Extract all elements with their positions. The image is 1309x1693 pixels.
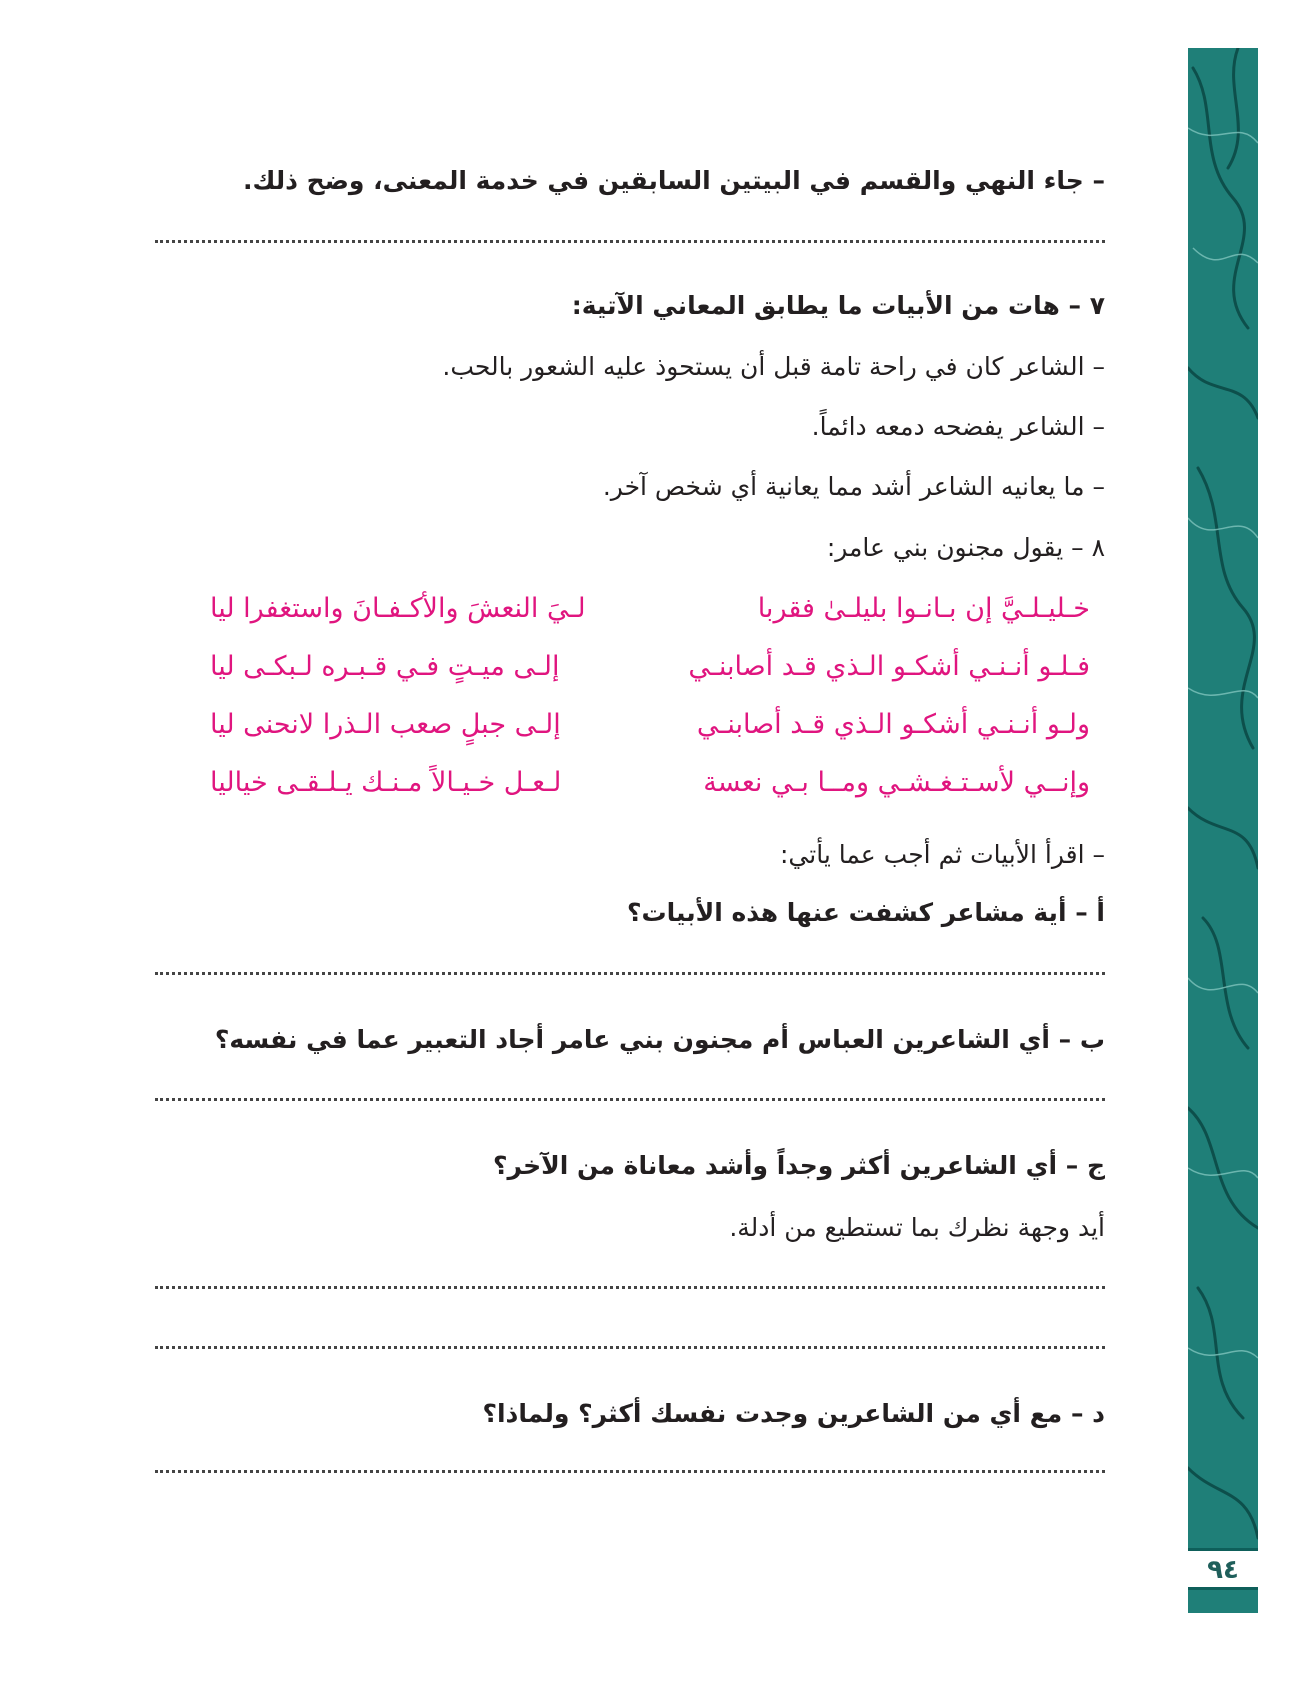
decorative-side-band <box>1188 48 1258 1613</box>
q7-item-1: – الشاعر كان في راحة تامة قبل أن يستحوذ عليه الشعور بالحب. <box>442 352 1105 381</box>
band-pattern-icon <box>1188 48 1258 1613</box>
q8-question-a: أ – أية مشاعر كشفت عنها هذه الأبيات؟ <box>627 898 1105 927</box>
q8-read-instruction: – اقرأ الأبيات ثم أجب عما يأتي: <box>780 840 1105 869</box>
q8-question-c: ج – أي الشاعرين أكثر وجداً وأشد معاناة من الآخر؟ <box>493 1151 1105 1180</box>
poem-verse <box>210 709 1090 749</box>
answer-line[interactable] <box>155 1342 1105 1349</box>
q8-question-c-note: أيد وجهة نظرك بما تستطيع من أدلة. <box>729 1213 1105 1242</box>
q7-item-3: – ما يعانيه الشاعر أشد مما يعانية أي شخص آخر. <box>602 472 1105 501</box>
poem-first-hemistich: خـليـلـيَّ إن بـانـوا بليلـىٰ فقربا <box>757 593 1090 624</box>
poem-verse <box>210 593 1090 633</box>
q7-item-2: – الشاعر يفضحه دمعه دائماً. <box>811 412 1105 441</box>
poem-second-hemistich: إلـى ميـتٍ فـي قـبـره لـبكـى ليا <box>210 651 560 682</box>
poem-first-hemistich: فـلـو أنـنـي أشكـو الـذي قـد أصابنـي <box>688 651 1090 682</box>
answer-line[interactable] <box>155 1094 1105 1101</box>
q8-question-b: ب – أي الشاعرين العباس أم مجنون بني عامر أجاد التعبير عما في نفسه؟ <box>214 1025 1105 1054</box>
poem-first-hemistich: ولـو أنـنـي أشكـو الـذي قـد أصابنـي <box>696 709 1090 740</box>
answer-line[interactable] <box>155 1282 1105 1289</box>
poem-second-hemistich: إلـى جبلٍ صعب الـذرا لانحنى ليا <box>210 709 561 740</box>
answer-line[interactable] <box>155 236 1105 243</box>
page-number-box <box>1188 1548 1258 1590</box>
answer-line[interactable] <box>155 1466 1105 1473</box>
poem-verse <box>210 767 1090 807</box>
poem-verse <box>210 651 1090 691</box>
poem-second-hemistich: لـعـل خـيـالاً مـنـك يـلـقـى خياليا <box>210 767 562 798</box>
q8-question-d: د – مع أي من الشاعرين وجدت نفسك أكثر؟ ولماذا؟ <box>482 1399 1105 1428</box>
q6-instruction: – جاء النهي والقسم في البيتين السابقين في خدمة المعنى، وضح ذلك. <box>242 166 1105 195</box>
poem-first-hemistich: وإنــي لأسـتـغـشـي ومــا بـي نعسة <box>703 767 1090 798</box>
poem-second-hemistich: لـيَ النعشَ والأكـفـانَ واستغفرا ليا <box>210 593 586 624</box>
q7-heading: ٧ – هات من الأبيات ما يطابق المعاني الآتية: <box>571 291 1105 320</box>
answer-line[interactable] <box>155 968 1105 975</box>
q8-intro: ٨ – يقول مجنون بني عامر: <box>826 533 1105 562</box>
page-number: ٩٤ <box>1207 1555 1239 1585</box>
